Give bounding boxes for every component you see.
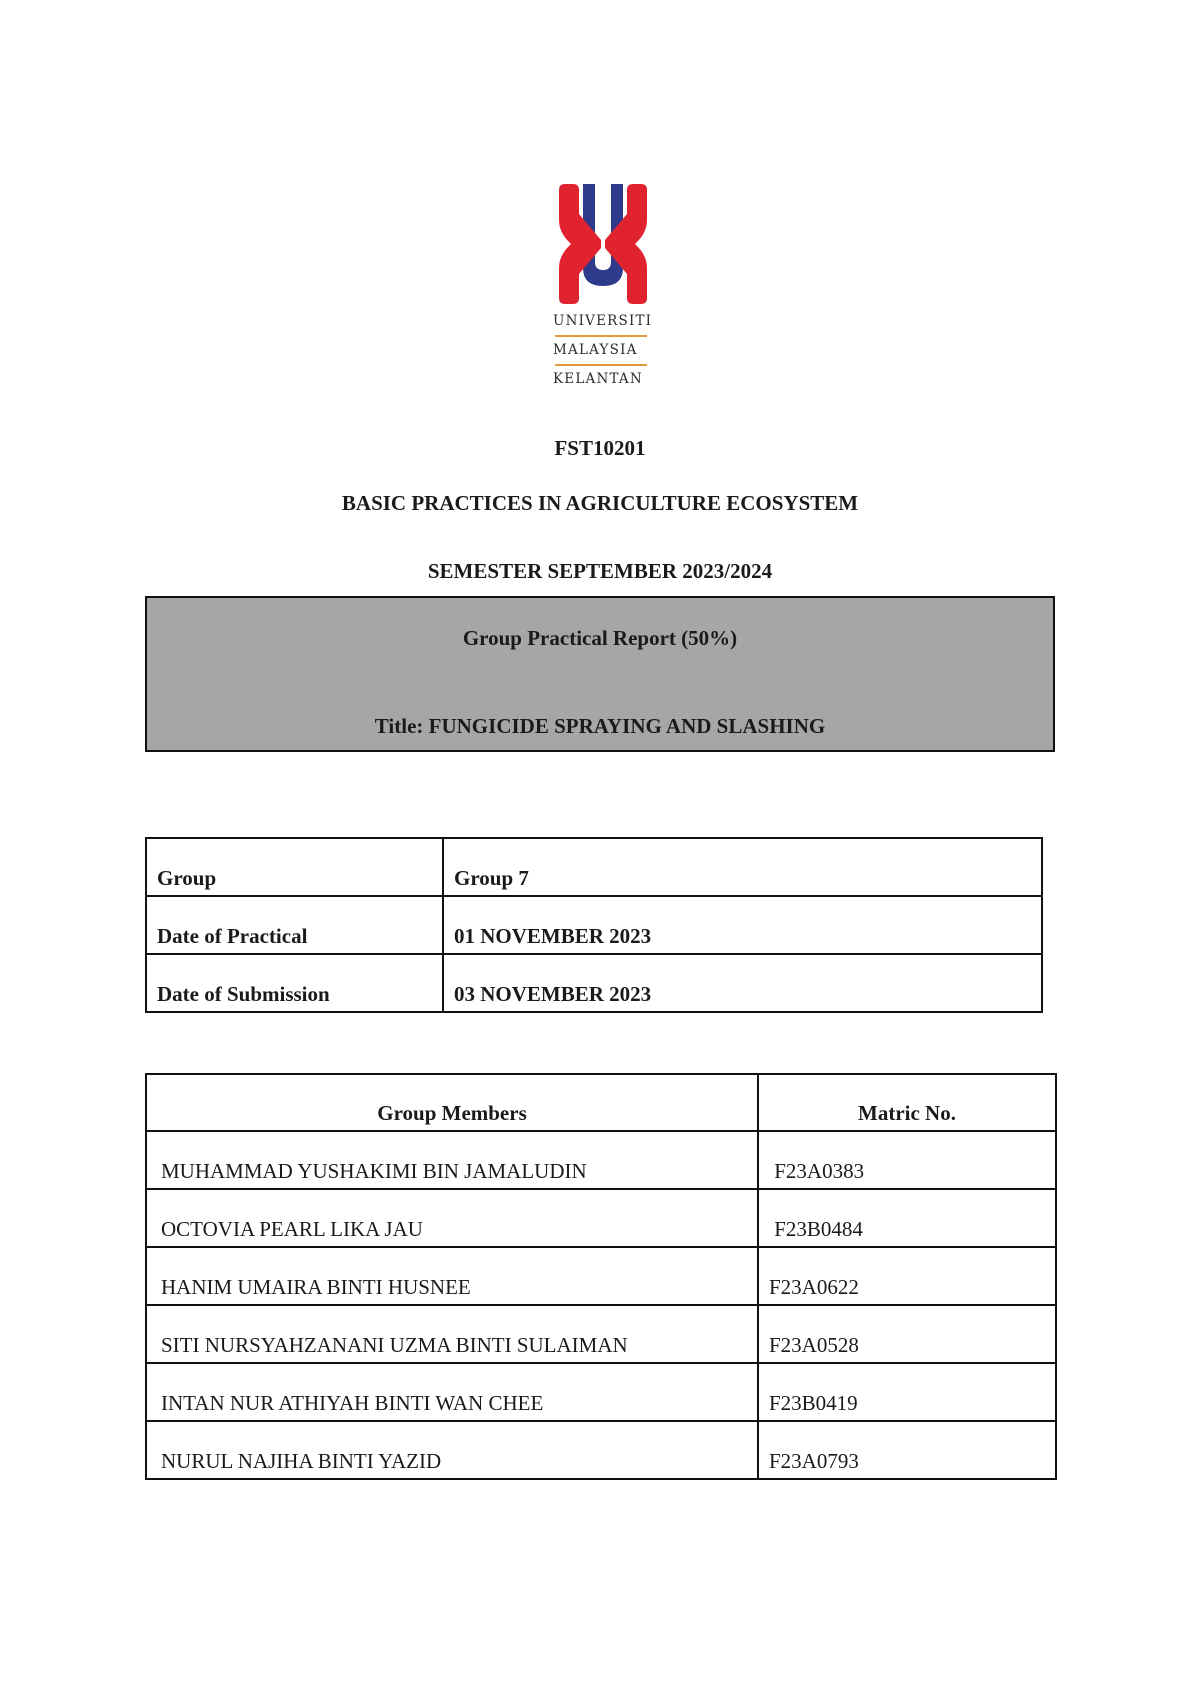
logo-word-kelantan: KELANTAN [553, 371, 643, 387]
info-value-group: Group 7 [443, 838, 1042, 896]
member-name: NURUL NAJIHA BINTI YAZID [146, 1421, 758, 1479]
course-name: BASIC PRACTICES IN AGRICULTURE ECOSYSTEM [341, 491, 859, 515]
column-header-matric-no: Matric No. [758, 1074, 1056, 1131]
report-title: Title: FUNGICIDE SPRAYING AND SLASHING [374, 714, 826, 738]
info-label-date-of-submission: Date of Submission [146, 954, 443, 1012]
report-title-box [145, 596, 1055, 752]
member-matric: F23B0484 [758, 1189, 1056, 1247]
column-header-group-members: Group Members [146, 1074, 758, 1131]
member-matric: F23A0383 [758, 1131, 1056, 1189]
course-code: FST10201 [554, 436, 646, 460]
table-header-row [146, 1074, 1056, 1131]
member-name: HANIM UMAIRA BINTI HUSNEE [146, 1247, 758, 1305]
logo-word-universiti: UNIVERSITI [553, 313, 653, 329]
info-value-date-of-submission: 03 NOVEMBER 2023 [443, 954, 1042, 1012]
table-row [146, 896, 1042, 954]
table-row [146, 1131, 1056, 1189]
info-label-date-of-practical: Date of Practical [146, 896, 443, 954]
info-label-group: Group [146, 838, 443, 896]
member-matric: F23B0419 [758, 1363, 1056, 1421]
semester-label: SEMESTER SEPTEMBER 2023/2024 [427, 559, 773, 583]
table-row [146, 838, 1042, 896]
member-matric: F23A0528 [758, 1305, 1056, 1363]
group-members-table [145, 1073, 1057, 1480]
table-row [146, 1421, 1056, 1479]
member-name: MUHAMMAD YUSHAKIMI BIN JAMALUDIN [146, 1131, 758, 1189]
report-label: Group Practical Report (50%) [462, 626, 738, 650]
member-name: INTAN NUR ATHIYAH BINTI WAN CHEE [146, 1363, 758, 1421]
member-name: OCTOVIA PEARL LIKA JAU [146, 1189, 758, 1247]
group-info-table [145, 837, 1043, 1013]
table-row [146, 1247, 1056, 1305]
table-row [146, 954, 1042, 1012]
table-row [146, 1189, 1056, 1247]
table-row [146, 1305, 1056, 1363]
member-name: SITI NURSYAHZANANI UZMA BINTI SULAIMAN [146, 1305, 758, 1363]
member-matric: F23A0622 [758, 1247, 1056, 1305]
university-logo [553, 184, 653, 394]
table-row [146, 1363, 1056, 1421]
umk-logo-mark [553, 184, 653, 304]
info-value-date-of-practical: 01 NOVEMBER 2023 [443, 896, 1042, 954]
logo-word-malaysia: MALAYSIA [553, 342, 638, 358]
member-matric: F23A0793 [758, 1421, 1056, 1479]
